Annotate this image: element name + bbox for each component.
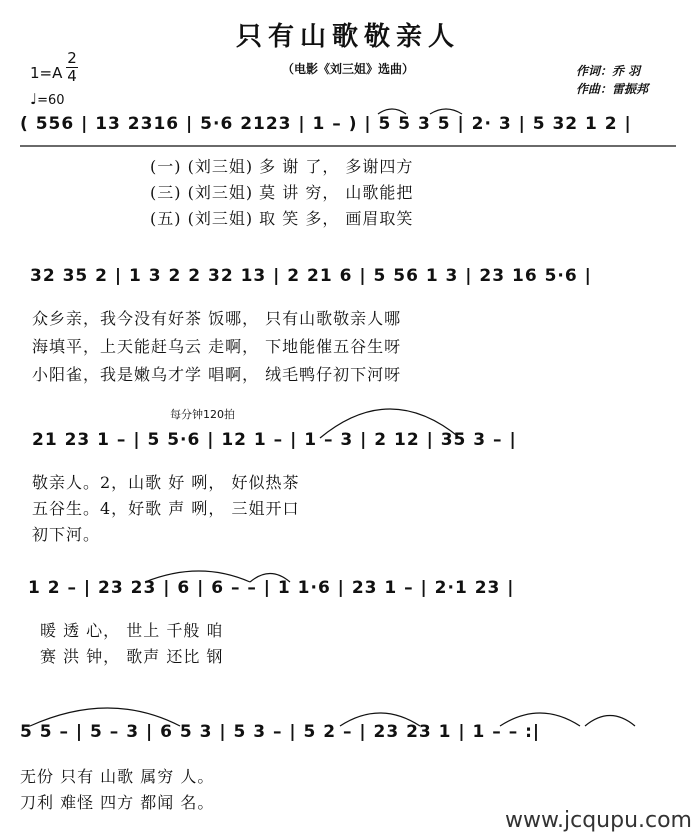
- notation-line-1: ( 556 | 13 2316 | 5·6 2123 | 1 – ) | 5 5 3 5 | 2· 3 | 5 32 1 2 |: [20, 114, 632, 134]
- tempo-change-marking: 每分钟120拍: [170, 408, 235, 421]
- lyric-line-4-verse-4: 赛 洪 钟， 歌声 还比 钢: [40, 647, 224, 666]
- notation-line-2: 32 35 2 | 1 3 2 2 32 13 | 2 21 6 | 5 56 1 3 | 23 16 5·6 |: [30, 266, 592, 286]
- song-subtitle: （电影《刘三姐》选曲）: [281, 62, 414, 76]
- slur-6: [30, 708, 180, 726]
- lyric-line-1-verse-5: (五) (刘三姐) 取 笑 多， 画眉取笑: [150, 209, 414, 228]
- lyric-line-3-verse-5: 初下河。: [32, 525, 101, 544]
- lyric-line-1-verse-3: (三) (刘三姐) 莫 讲 穷， 山歌能把: [150, 183, 414, 202]
- slur-2: [430, 109, 462, 114]
- lyric-line-2-verse-3: 海填平，上天能赶乌云 走啊， 下地能催五谷生呀: [32, 337, 402, 356]
- lyric-line-2-verse-1: 众乡亲，我今没有好茶 饭哪， 只有山歌敬亲人哪: [32, 309, 402, 328]
- slur-4: [145, 571, 250, 582]
- watermark-text: www.jcqupu.com: [505, 808, 692, 833]
- tempo-value: =60: [37, 93, 65, 108]
- slur-1: [378, 109, 406, 114]
- notation-line-4: 1 2 – | 23 23 | 6 | 6 – – | 1 1·6 | 23 1 – | 2·1 23 |: [28, 578, 515, 598]
- notation-line-5: 5 5 – | 5 – 3 | 6 5 3 | 5 3 – | 5 2 – | 23 23 1 | 1 – – :|: [20, 722, 541, 742]
- slur-8: [500, 713, 580, 726]
- composer-credit: 作曲：雷振邦: [576, 82, 649, 96]
- lyric-line-2-verse-5: 小阳雀，我是嫩乌才学 唱啊， 绒毛鸭仔初下河呀: [32, 365, 402, 384]
- key-signature: 1=A: [30, 64, 63, 82]
- lyric-line-3-verse-1: 敬亲人。2，山歌 好 咧， 好似热茶: [32, 473, 300, 492]
- notation-line-3: 21 23 1 – | 5 5·6 | 12 1 – | 1 – 3 | 2 12 | 35 3 – |: [32, 430, 517, 450]
- slur-5: [250, 574, 290, 583]
- lyric-line-3-verse-3: 五谷生。4，好歌 声 咧， 三姐开口: [32, 499, 300, 518]
- slur-9: [585, 716, 635, 727]
- quarter-note-icon: ♩: [30, 90, 38, 108]
- slur-3: [320, 409, 460, 438]
- lyric-line-1-verse-1: (一) (刘三姐) 多 谢 了， 多谢四方: [150, 157, 414, 176]
- lyric-line-4-verse-2: 暖 透 心， 世上 千般 咱: [40, 621, 224, 640]
- lyricist-credit: 作词：乔 羽: [576, 64, 641, 78]
- lyric-line-5-verse-2: 无份 只有 山歌 属穷 人。: [20, 767, 215, 786]
- time-signature-top: 2: [67, 49, 77, 67]
- lyric-line-5-verse-4: 刀利 难怪 四方 都闻 名。: [20, 793, 215, 812]
- song-title: 只有山歌敬亲人: [235, 22, 460, 52]
- time-signature-bottom: 4: [67, 67, 77, 85]
- slur-7: [340, 713, 420, 726]
